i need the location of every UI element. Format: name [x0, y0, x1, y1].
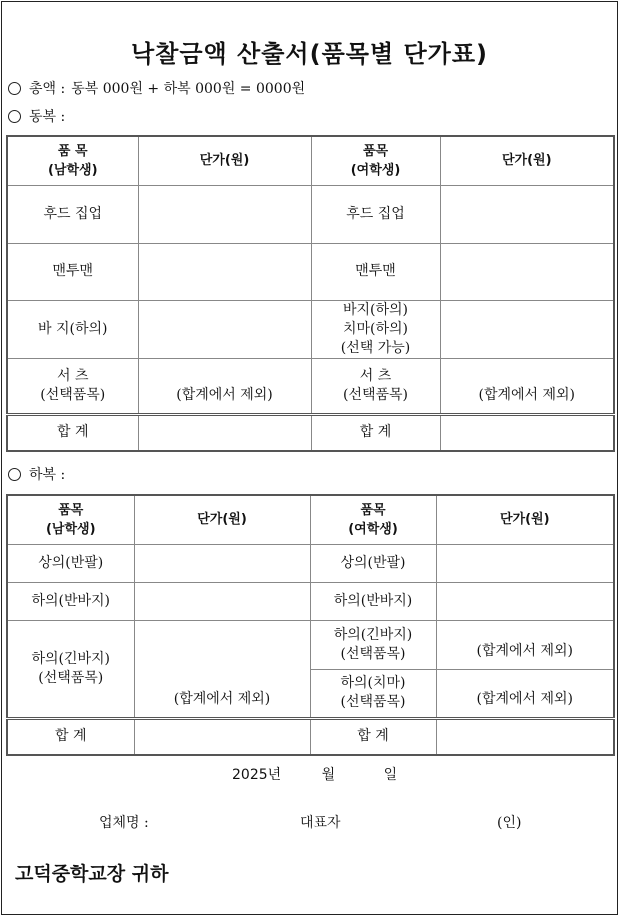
date-day: 일: [383, 767, 398, 783]
header-item-male: 품목 (남학생): [7, 495, 134, 544]
recipient-line: 고덕중학교장 귀하: [15, 863, 169, 885]
summer-price-table: [6, 494, 615, 756]
total-value-cell[interactable]: [440, 414, 614, 451]
circle-bullet-icon: [8, 82, 21, 95]
price-cell-excluded: (합계에서 제외): [138, 358, 311, 414]
price-cell-excluded: (합계에서 제외): [436, 620, 614, 669]
company-name-label: 업체명 :: [99, 815, 149, 831]
price-cell[interactable]: [134, 582, 310, 620]
header-item-male: 품 목 (남학생): [7, 136, 138, 185]
total-label-cell: 합 계: [311, 414, 440, 451]
item-cell: 서 츠 (선택품목): [7, 358, 138, 414]
item-cell: 상의(반팔): [310, 544, 436, 582]
table-row: [7, 185, 614, 243]
header-item-female: 품목 (여학생): [310, 495, 436, 544]
item-cell: 서 츠 (선택품목): [311, 358, 440, 414]
summer-section-label: [8, 464, 65, 484]
item-cell: 하의(치마) (선택품목): [310, 669, 436, 718]
total-value-cell[interactable]: [134, 718, 310, 755]
item-cell: 맨투맨: [7, 243, 138, 300]
price-cell-excluded: (합계에서 제외): [134, 620, 310, 718]
table-row: [7, 582, 614, 620]
circle-bullet-icon: [8, 468, 21, 481]
summer-label: 하복 :: [29, 467, 66, 483]
price-cell[interactable]: [138, 185, 311, 243]
table-row: [7, 620, 614, 669]
header-price-male: 단가(원): [138, 136, 311, 185]
item-cell: 하의(반바지): [310, 582, 436, 620]
price-cell[interactable]: [436, 582, 614, 620]
table-row: [7, 300, 614, 358]
price-cell[interactable]: [440, 185, 614, 243]
price-cell[interactable]: [440, 243, 614, 300]
total-value-cell[interactable]: [138, 414, 311, 451]
date-month: 월: [321, 767, 336, 783]
price-cell[interactable]: [138, 300, 311, 358]
total-label-cell: 합 계: [7, 414, 138, 451]
table-header-row: [7, 136, 614, 185]
total-row: [7, 414, 614, 451]
date-line: [232, 764, 397, 784]
item-cell: 하의(반바지): [7, 582, 134, 620]
total-amount-line: [8, 78, 305, 98]
price-cell-excluded: (합계에서 제외): [440, 358, 614, 414]
table-row: [7, 243, 614, 300]
item-cell: 후드 집업: [311, 185, 440, 243]
document-title: 낙찰금액 산출서(품목별 단가표): [130, 40, 489, 68]
item-cell: 바 지(하의): [7, 300, 138, 358]
item-cell: 하의(긴바지) (선택품목): [7, 620, 134, 718]
header-price-male: 단가(원): [134, 495, 310, 544]
total-row: [7, 718, 614, 755]
winter-section-label: [8, 106, 65, 126]
seal-mark: (인): [497, 815, 522, 831]
total-formula: 동복 000원 + 하복 000원 = 0000원: [71, 81, 306, 97]
item-cell: 맨투맨: [311, 243, 440, 300]
date-year: 2025년: [232, 767, 282, 783]
total-label-cell: 합 계: [7, 718, 134, 755]
table-row: [7, 544, 614, 582]
price-cell[interactable]: [138, 243, 311, 300]
header-price-female: 단가(원): [436, 495, 614, 544]
total-label-cell: 합 계: [310, 718, 436, 755]
total-value-cell[interactable]: [436, 718, 614, 755]
header-price-female: 단가(원): [440, 136, 614, 185]
winter-price-table: [6, 135, 615, 452]
price-cell[interactable]: [134, 544, 310, 582]
price-cell[interactable]: [440, 300, 614, 358]
winter-label: 동복 :: [29, 109, 66, 125]
price-cell[interactable]: [436, 544, 614, 582]
item-cell: 상의(반팔): [7, 544, 134, 582]
item-cell: 하의(긴바지) (선택품목): [310, 620, 436, 669]
price-cell-excluded: (합계에서 제외): [436, 669, 614, 718]
circle-bullet-icon: [8, 110, 21, 123]
item-cell: 바지(하의) 치마(하의) (선택 가능): [311, 300, 440, 358]
table-row: [7, 358, 614, 414]
representative-label: 대표자: [300, 815, 341, 831]
item-cell: 후드 집업: [7, 185, 138, 243]
table-header-row: [7, 495, 614, 544]
total-label: 총액 :: [29, 81, 66, 97]
header-item-female: 품목 (여학생): [311, 136, 440, 185]
